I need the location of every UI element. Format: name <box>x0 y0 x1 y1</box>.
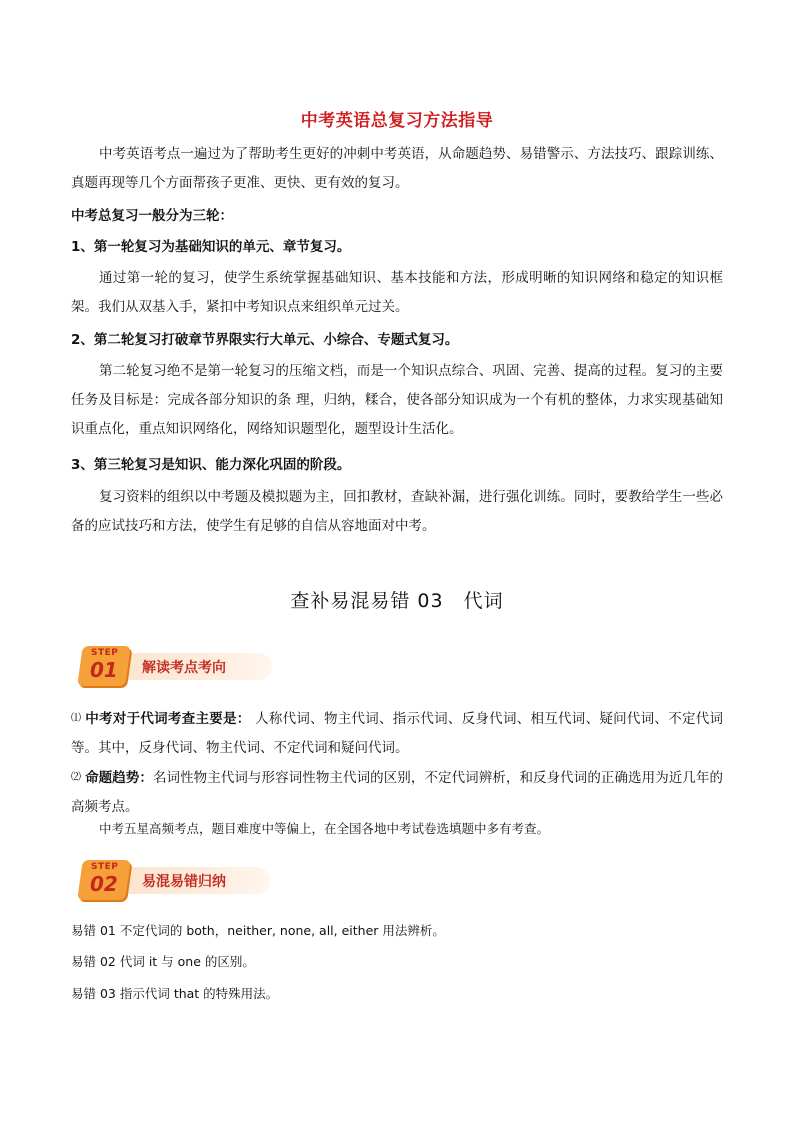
point1-marker: ⑴ <box>71 713 82 724</box>
rounds-heading: 中考总复习一般分为三轮： <box>71 208 233 224</box>
step1-banner <box>80 646 270 686</box>
point1-bold: 中考对于代词考查主要是： <box>85 711 251 727</box>
step1-label: 解读考点考向 <box>142 660 226 676</box>
round1-heading: 1、第一轮复习为基础知识的单元、章节复习。 <box>71 239 351 255</box>
point1-text: 人称代词、物主代词、指示代词、反身代词、相互代词、疑问代词、不定代词等。其中，反身代词、物主代词、不定代词和疑问代词。 <box>71 711 724 756</box>
step2-badge-number: 02 <box>90 872 118 896</box>
intro-paragraph: 中考英语考点一遍过为了帮助考生更好的冲刺中考英语，从命题趋势、易错警示、方法技巧、跟踪训练、真题再现等几个方面帮孩子更准、更快、更有效的复习。 <box>71 146 723 191</box>
step1-badge-label: STEP <box>91 648 119 658</box>
point1-paragraph <box>71 704 723 763</box>
round1-paragraph: 通过第一轮的复习，使学生系统掌握基础知识、基本技能和方法，形成明晰的知识网络和稳定的知识框架。我们从双基入手，紧扣中考知识点来组织单元过关。 <box>71 270 723 315</box>
round2-paragraph: 第二轮复习绝不是第一轮复习的压缩文档，而是一个知识点综合、巩固、完善、提高的过程。复习的主要任务及目标是：完成各部分知识的条 理，归纳，糅合，使各部分知识成为一个有机的整体，力求实现基础知识重点化，重点知识网络化，网络知识题型化，题型设计生活化。 <box>71 363 723 437</box>
note-paragraph: 中考五星高频考点，题目难度中等偏上，在全国各地中考试卷选填题中多有考查。 <box>99 821 550 836</box>
step1-badge-number: 01 <box>90 658 118 682</box>
round3-paragraph: 复习资料的组织以中考题及模拟题为主，回扣教材，查缺补漏，进行强化训练。同时，要教给学生一些必备的应试技巧和方法，使学生有足够的自信从容地面对中考。 <box>71 489 723 534</box>
step2-banner <box>80 860 270 900</box>
error-item: 易错 01 不定代词的 both，neither, none, all, either 用法辨析。 <box>71 923 445 938</box>
point2-bold: 命题趋势： <box>85 770 153 786</box>
document-title: 中考英语总复习方法指导 <box>300 111 494 131</box>
error-item: 易错 02 代词 it 与 one 的区别。 <box>71 954 255 969</box>
point2-marker: ⑵ <box>71 772 82 783</box>
subsection-title: 查补易混易错 03 代词 <box>290 590 504 612</box>
point2-text: 名词性物主代词与形容词性物主代词的区别，不定代词辨析，和反身代词的正确选用为近几年的高频考点。 <box>71 770 724 815</box>
error-item: 易错 03 指示代词 that 的特殊用法。 <box>71 986 279 1001</box>
round3-heading: 3、第三轮复习是知识、能力深化巩固的阶段。 <box>71 457 351 473</box>
step2-label: 易混易错归纳 <box>142 874 226 890</box>
round2-heading: 2、第二轮复习打破章节界限实行大单元、小综合、专题式复习。 <box>71 332 459 348</box>
step2-badge-label: STEP <box>91 862 119 872</box>
